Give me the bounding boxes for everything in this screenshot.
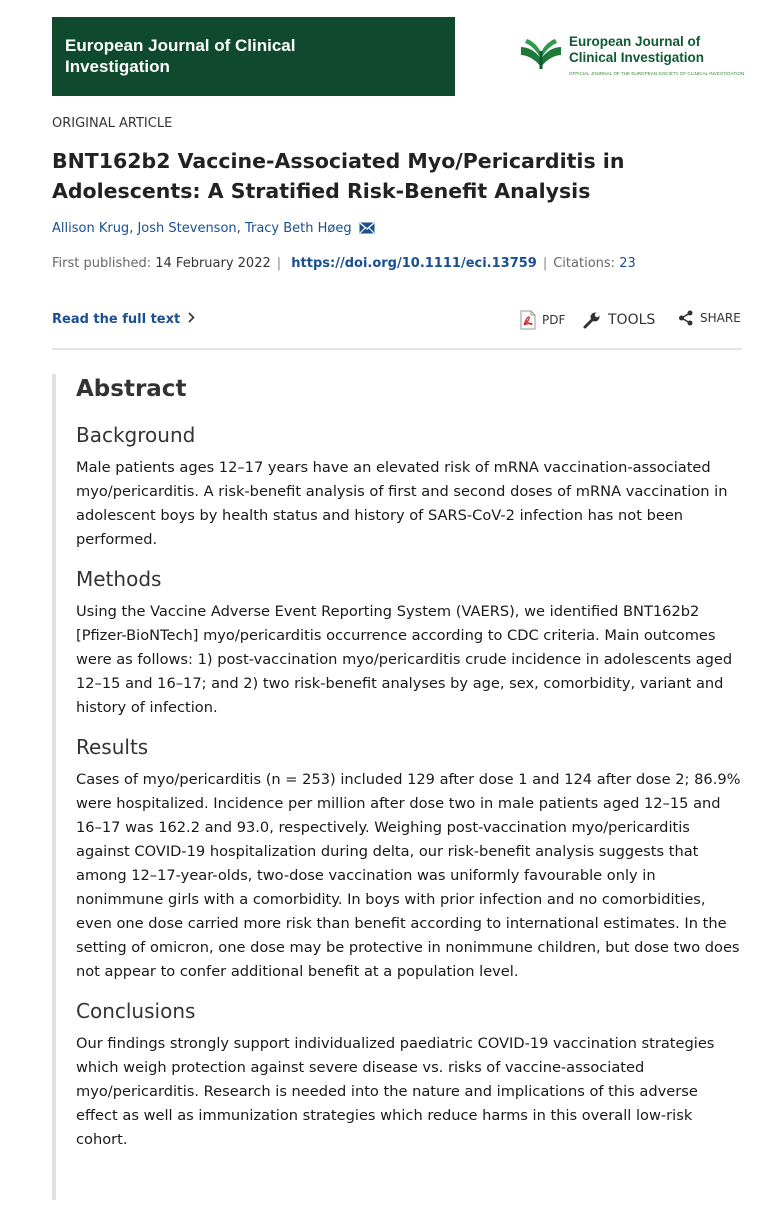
abstract-section [76, 372, 741, 1164]
tools-button[interactable] [582, 310, 655, 330]
methods-text: Using the Vaccine Adverse Event Reporting System (VAERS), we identified BNT162b2 [Pfizer-BioNTech] myo/pericarditis occurrence according to CDC criteria. Main outcomes were as follows: 1) post-vaccination myo/pericarditis crude incidence in adolescents aged 12–15 and 16–17; and 2) two risk-benefit analyses by age, sex, comorbidity, variant and history of infection. [76, 603, 733, 716]
logo-subtitle: OFFICIAL JOURNAL OF THE EUROPEAN SOCIETY OF CLINICAL INVESTIGATION [569, 71, 745, 76]
banner-title: European Journal of Clinical Investigation [65, 36, 296, 76]
author-link[interactable]: Allison Krug [52, 221, 130, 236]
share-icon [678, 310, 694, 326]
email-icon[interactable] [359, 222, 375, 238]
logo-title: European Journal of Clinical Investigation [569, 34, 705, 65]
wrench-icon [582, 310, 602, 330]
publication-info [52, 256, 636, 271]
journal-banner[interactable] [52, 17, 455, 96]
methods-heading: Methods [76, 567, 162, 591]
share-label: SHARE [700, 311, 741, 325]
read-full-text-link[interactable] [52, 312, 195, 327]
author-separator: , [236, 221, 241, 236]
pdf-icon [520, 310, 536, 330]
divider: | [276, 256, 282, 271]
journal-logo-icon [519, 37, 563, 73]
article-title: BNT162b2 Vaccine-Associated Myo/Pericarditis in Adolescents: A Stratified Risk-Benefit Analysis [52, 149, 625, 203]
first-published-date: 14 February 2022 [155, 256, 271, 271]
chevron-right-icon [188, 312, 195, 327]
author-link[interactable]: Tracy Beth Høeg [244, 221, 352, 236]
conclusions-heading: Conclusions [76, 999, 196, 1023]
author-list [52, 221, 375, 238]
abstract-accent-bar [52, 374, 56, 1200]
abstract-heading: Abstract [76, 376, 187, 402]
pdf-button[interactable] [520, 310, 565, 330]
tools-label: TOOLS [608, 312, 656, 328]
background-text: Male patients ages 12–17 years have an elevated risk of mRNA vaccination-associated myo/pericarditis. A risk-benefit analysis of first and second doses of mRNA vaccination in adolescent boys by health status and history of SARS-CoV-2 infection has not been performed. [76, 459, 728, 548]
share-button[interactable] [678, 310, 741, 326]
pdf-label: PDF [542, 313, 566, 327]
results-heading: Results [76, 735, 149, 759]
citations-label: Citations: [553, 256, 616, 271]
first-published-label: First published: [52, 256, 152, 271]
conclusions-text: Our findings strongly support individualized paediatric COVID-19 vaccination strategies which weigh protection against severe disease vs. risks of vaccine-associated myo/pericarditis. Research is needed into the nature and implications of this adverse effect as well as immunization strategies which reduce harms in this overall low-risk cohort. [76, 1035, 715, 1148]
author-separator: , [129, 221, 134, 236]
results-text: Cases of myo/pericarditis (n = 253) included 129 after dose 1 and 124 after dose 2; 86.9% were hospitalized. Incidence per million after dose two in male patients aged 12–15 and 16–17 was 162.2 and 93.0, respectively. Weighing post-vaccination myo/pericarditis against COVID-19 hospitalization during delta, our risk-benefit analysis suggests that among 12–17-year-olds, two-dose vaccination was uniformly favourable only in nonimmune girls with a comorbidity. In boys with prior infection and no comorbidities, even one dose carried more risk than benefit according to international estimates. In the setting of omicron, one dose may be protective in nonimmune children, but dose two does not appear to confer additional benefit at a population level. [76, 771, 741, 980]
header-divider [52, 348, 742, 350]
divider: | [542, 256, 548, 271]
background-heading: Background [76, 423, 196, 447]
read-full-text-label: Read the full text [52, 312, 181, 327]
author-link[interactable]: Josh Stevenson [137, 221, 237, 236]
journal-logo[interactable] [519, 33, 745, 83]
citations-count-link[interactable]: 23 [619, 256, 636, 271]
doi-link[interactable]: https://doi.org/10.1111/eci.13759 [291, 256, 537, 271]
article-type: ORIGINAL ARTICLE [52, 116, 173, 131]
